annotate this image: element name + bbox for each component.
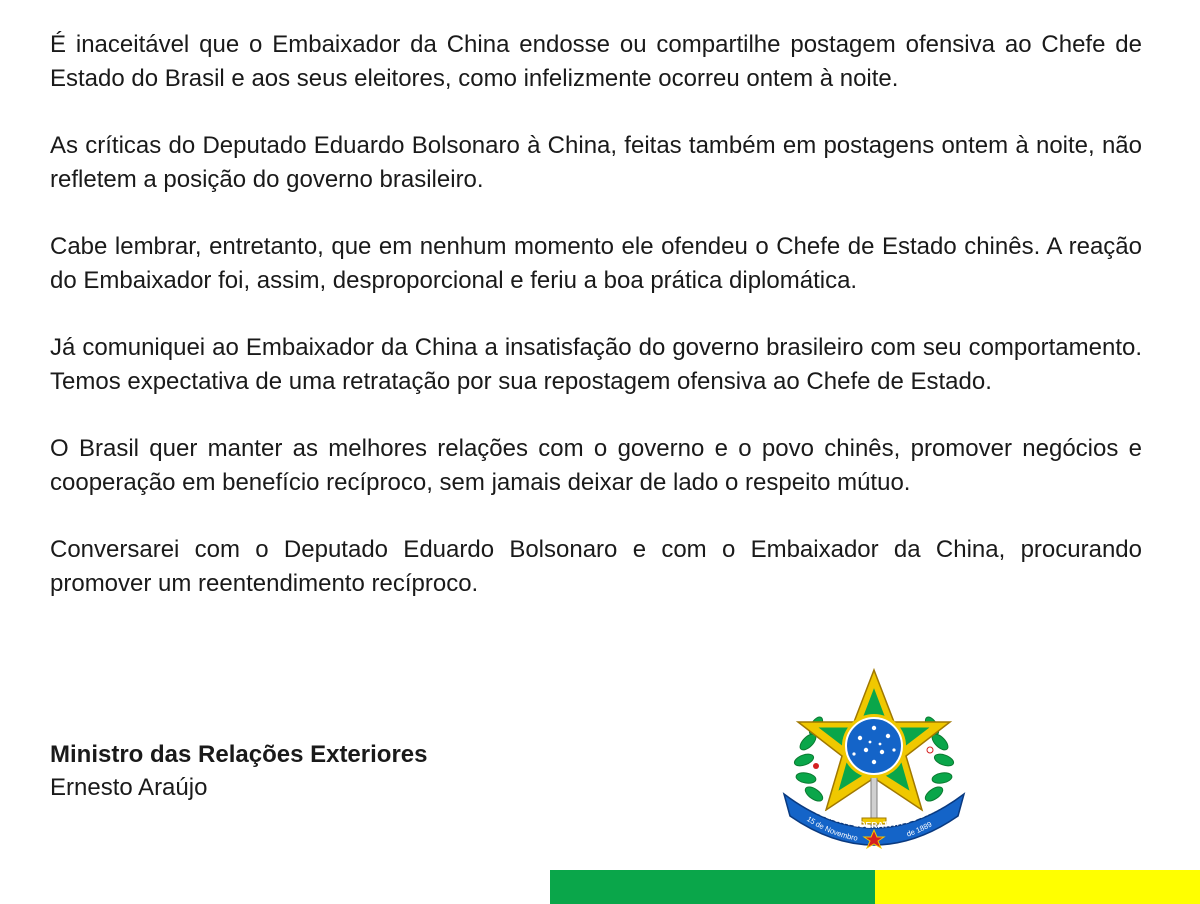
paragraph: Conversarei com o Deputado Eduardo Bolsonaro e com o Embaixador da China, procurando promover um reentendimento recíproco.: [50, 536, 1142, 597]
paragraph: É inaceitável que o Embaixador da China endosse ou compartilhe postagem ofensiva ao Chefe de Estado do Brasil e aos seus eleitores, como infelizmente ocorreu ontem à noite.: [50, 31, 1142, 92]
signature-name: Ernesto Araújo: [50, 774, 208, 801]
signature-block: [50, 738, 427, 804]
paragraph: O Brasil quer manter as melhores relações com o governo e o povo chinês, promover negócios e cooperação em benefício recíproco, sem jamais deixar de lado o respeito mútuo.: [50, 435, 1142, 496]
ribbon-date-left: 15 de Novembro: [805, 814, 859, 843]
ribbon-date-right: de 1889: [905, 819, 934, 839]
brazil-coat-of-arms-icon: [774, 666, 974, 866]
paragraph: Cabe lembrar, entretanto, que em nenhum momento ele ofendeu o Chefe de Estado chinês. A reação do Embaixador foi, assim, desproporcional e feriu a boa prática diplomática.: [50, 233, 1142, 294]
signature-title: Ministro das Relações Exteriores: [50, 741, 428, 768]
ribbon-text: REPÚBLICA FEDERATIVA DO BRASIL: [797, 795, 951, 831]
paragraph: Já comuniquei ao Embaixador da China a insatisfação do governo brasileiro com seu comportamento. Temos expectativa de uma retratação por sua repostagem ofensiva ao Chefe de Estado.: [50, 334, 1142, 395]
yellow-color-bar: [875, 870, 1200, 904]
green-color-bar: [550, 870, 875, 904]
statement-body: [50, 28, 1142, 634]
paragraph: As críticas do Deputado Eduardo Bolsonaro à China, feitas também em postagens ontem à noite, não refletem a posição do governo brasileiro.: [50, 132, 1142, 193]
